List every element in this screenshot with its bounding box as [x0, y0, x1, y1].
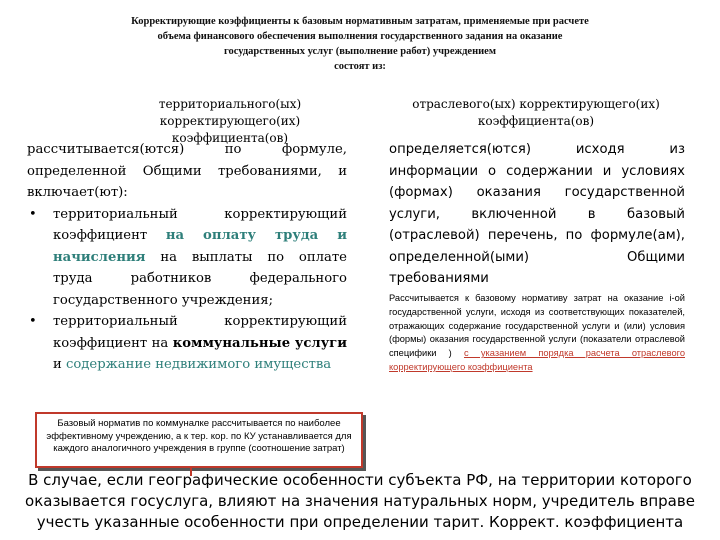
item-emphasis: коммунальные услуги — [172, 335, 347, 351]
coefficient-list — [27, 204, 347, 376]
item-text: на выплаты по оплате труда работников федерального государственного учреждения; — [53, 249, 347, 308]
right-column-note — [389, 292, 685, 375]
header-line: состоят из: — [334, 61, 386, 72]
note-text: Рассчитывается к базовому нормативу затрат на оказание i-ой государственной услуги, исходя из соответствующих показателей, отражающих содержание государственной услуги и (или) условия (формы) оказания государственной услуги (показатели отраслевой специфики ) — [389, 293, 685, 359]
bullet-icon: • — [29, 314, 37, 329]
header-line: Корректирующие коэффициенты к базовым нормативным затратам, применяемые при расчете — [131, 16, 589, 27]
bottom-note: В случае, если географические особенности субъекта РФ, на территории которого оказывается госуслуга, влияют на значения натуральных норм, учредитель вправе учесть указанные особенности при определении тарит. Коррект. коэффициента — [25, 471, 695, 531]
right-column-heading: отраслевого(ых) корректирующего(их) коэффициента(ов) — [412, 97, 660, 128]
left-column-body — [27, 139, 347, 376]
list-item — [27, 204, 347, 312]
item-text: и — [53, 357, 66, 372]
header-line: объема финансового обеспечения выполнения государственного задания на оказание — [157, 31, 563, 42]
note-link[interactable]: с указанием порядка расчета отраслевого корректирующего коэффициента — [389, 348, 685, 372]
list-item — [27, 311, 347, 376]
page-header — [40, 14, 680, 74]
left-column-heading: территориального(ых) корректирующего(их) коэффициента(ов) — [158, 97, 302, 145]
bullet-icon: • — [29, 206, 37, 222]
callout-box: Базовый норматив по коммуналке рассчитывается по наиболее эффективному учреждению, а к тер. кор. по КУ устанавливается для каждого аналогичного учреждения в группе (соотношение затрат) — [35, 412, 363, 468]
header-line: государственных услуг (выполнение работ) учреждением — [224, 46, 496, 57]
item-highlight: на оплату труда и начисления — [53, 228, 347, 265]
left-intro: рассчитывается(ются) по формуле, определенной Общими требованиями, и включает(ют): — [27, 142, 347, 200]
item-text: территориальный корректирующий коэффициент — [53, 206, 347, 243]
right-column-body: определяется(ются) исходя из информации о содержании и условиях (формах) оказания государственной услуги, включенной в базовый (отраслевой) перечень, по формуле(ам), определенной(ыми) Общими требованиями — [389, 142, 685, 286]
item-highlight: содержание недвижимого имущества — [65, 357, 332, 372]
item-text: территориальный корректирующий коэффициент на — [53, 314, 347, 351]
